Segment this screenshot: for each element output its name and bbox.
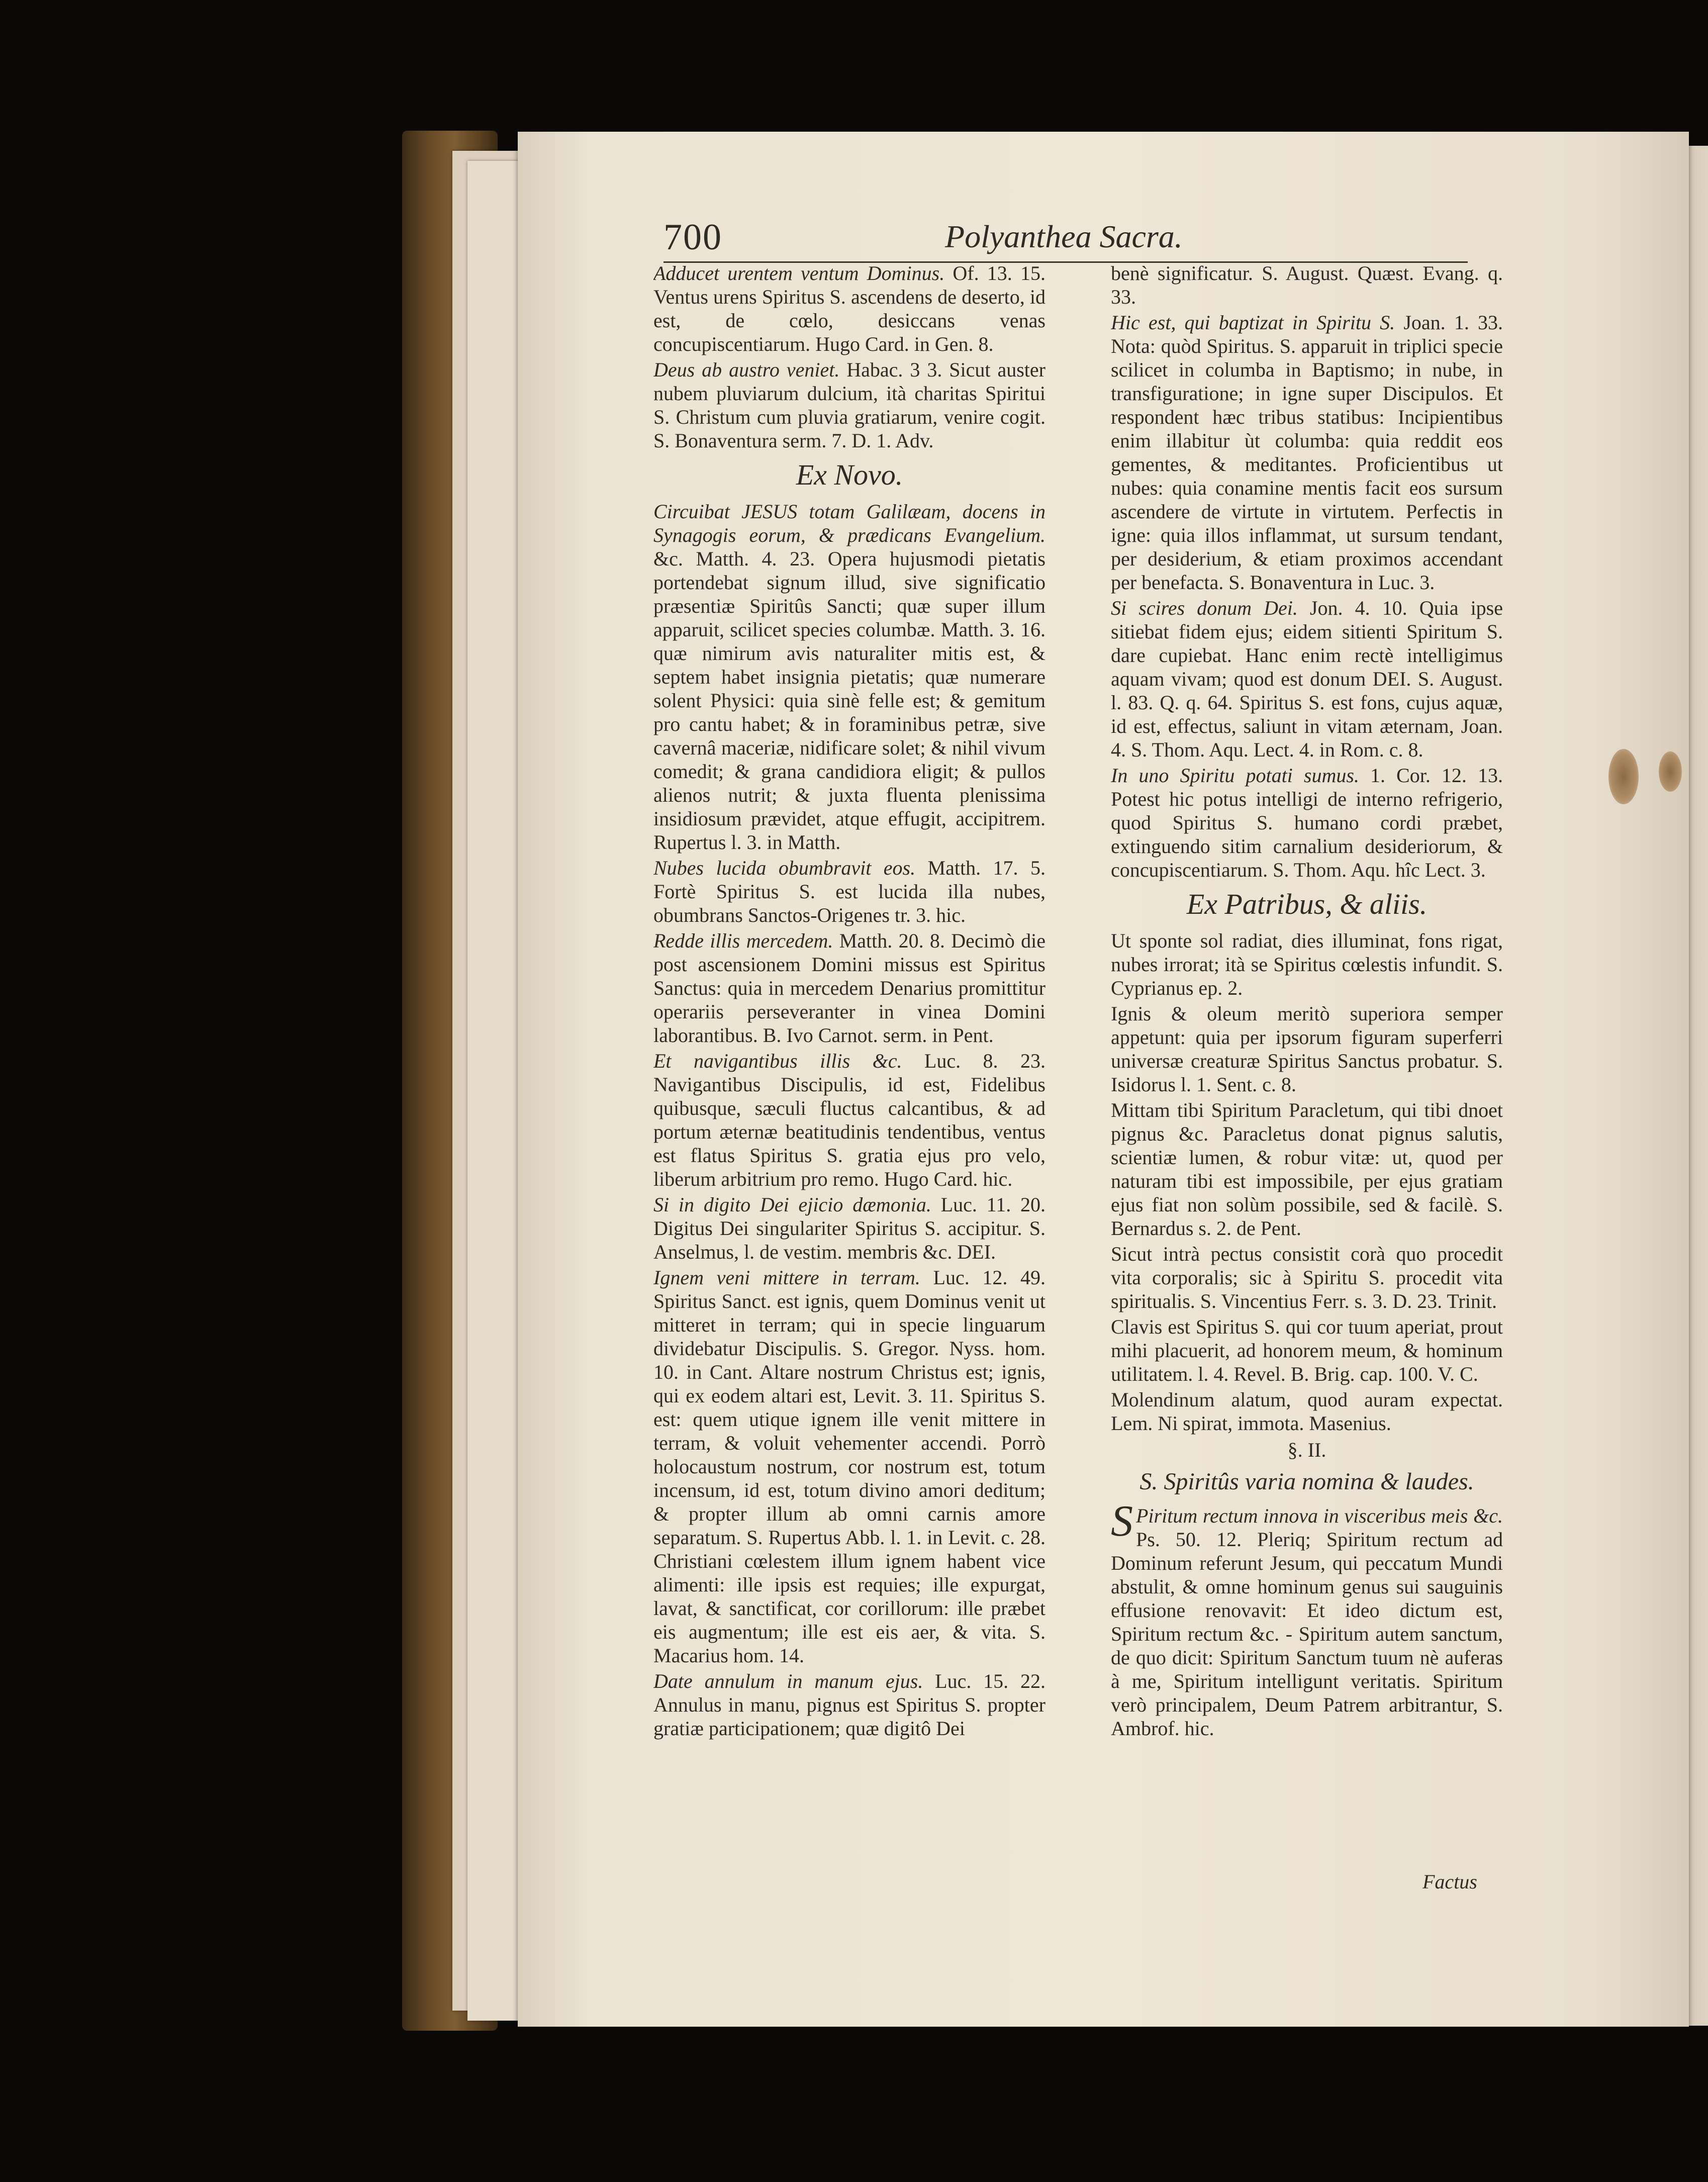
page-number: 700: [663, 217, 722, 258]
drop-cap: S: [1111, 1497, 1133, 1546]
scripture-quote: Si scires donum Dei.: [1111, 597, 1298, 619]
entry-paragraph: [1111, 1315, 1503, 1386]
catchword: Factus: [1422, 1870, 1477, 1893]
entry-paragraph: [1111, 1242, 1503, 1313]
commentary-text: Jon. 4. 10. Quia ipse sitiebat fidem ejus; eidem sitienti Spiritum S. dare cupiebat. Hanc enim rectè intelligimus aquam vivam; quod est donum DEI. S. August. l. 83. Q. q. 64. Spiritus S. est fons, cujus aquæ, id est, effectus, saliunt in vitam æternam, Joan. 4. S. Thom. Aqu. Lect. 4. in Rom. c. 8.: [1111, 597, 1503, 761]
entry-paragraph: [1111, 1388, 1503, 1435]
commentary-text: Habac. 3 3. Sicut auster nubem pluviarum dulcium, ità charitas Spiritui S. Christum cum pluvia gratiarum, venire cogit. S. Bonaventura serm. 7. D. 1. Adv.: [653, 358, 1046, 452]
commentary-text: Joan. 1. 33. Nota: quòd Spiritus. S. apparuit in triplici specie scilicet in columba in Baptismo; in nube, in transfiguratione; in igne super Discipulos. Et respondent hæc tribus statibus: Incipientibus enim illabitur ùt columba: quia reddit eos gementes, & meditantes. Proficientibus ut nubes: quia conamine mentis facit eos sursum ascendere de virtute in virtutem. Perfectis in igne: quia illos inflammat, ut sursum tendant, per desiderium, & etiam proximos accendant per benefacta. S. Bonaventura in Luc. 3.: [1111, 311, 1503, 594]
scripture-quote: Adducet urentem ventum Dominus.: [653, 262, 945, 284]
scripture-quote: Hic est, qui baptizat in Spiritu S.: [1111, 311, 1395, 334]
section-number: §. II.: [1287, 1439, 1326, 1461]
entry-paragraph: [653, 1049, 1046, 1191]
commentary-text: Matth. 20. 8. Decimò die post ascensionem Domini missus est Spiritus Sanctus: quia in mercedem Denarius promittitur operariis perseveranter in vinea Domini laborantibus. B. Ivo Carnot. serm. in Pent.: [653, 929, 1046, 1047]
entry-paragraph: [1111, 1098, 1503, 1240]
scripture-quote: Date annulum in manum ejus.: [653, 1670, 923, 1692]
running-title: Polyanthea Sacra.: [945, 219, 1183, 254]
entry-paragraph: [653, 1669, 1046, 1740]
right-column: [1111, 261, 1503, 1870]
entry-paragraph: [1111, 764, 1503, 882]
entry-paragraph: [653, 856, 1046, 927]
entry-paragraph: [1111, 1497, 1503, 1740]
scripture-quote: Si in digito Dei ejicio dæmonia.: [653, 1193, 931, 1216]
commentary-text: Luc. 11. 20. Digitus Dei singulariter Spiritus S. accipitur. S. Anselmus, l. de vestim. membris &c. DEI.: [653, 1193, 1046, 1263]
section-heading: Ex Patribus, & aliis.: [1186, 888, 1428, 920]
entry-paragraph: [1111, 261, 1503, 309]
entry-paragraph: [653, 1193, 1046, 1264]
commentary-text: Luc. 12. 49. Spiritus Sanct. est ignis, quem Dominus venit ut mitteret in terram; qui in specie linguarum dividebatur Discipulis. S. Gregor. Nyss. hom. 10. in Cant. Altare nostrum Christus est; ignis, qui ex eodem altari est, Levit. 3. 11. Spiritus S. est: quem utique ignem ille venit mittere in terram, & voluit vehementer accendi. Porrò holocaustum nostrum, cor nostrum est, totum incensum, id est, totum divino amori deditum; & propter illum ab omni carnis amore separatum. S. Rupertus Abb. l. 1. in Levit. c. 28. Christiani cœlestem illum ignem habent vice alimenti: ille ipsis est requies; ille expurgat, lavat, & sanctificat, cor corillorum: ille præbet eis augmentum; ille est eis aer, & vita. S. Macarius hom. 14.: [653, 1266, 1046, 1667]
scripture-quote: In uno Spiritu potati sumus.: [1111, 764, 1359, 787]
scripture-quote: Nubes lucida obumbravit eos.: [653, 857, 916, 879]
commentary-text: Of. 13. 15. Ventus urens Spiritus S. ascendens de deserto, id est, de cœlo, desiccans venas concupiscentiarum. Hugo Card. in Gen. 8.: [653, 262, 1046, 355]
left-column: [653, 261, 1046, 1870]
commentary-text: Sicut intrà pectus consistit corà quo procedit vita corporalis; sic à Spiritu S. procedit vita spiritualis. S. Vincentius Ferr. s. 3. D. 23. Trinit.: [1111, 1243, 1503, 1312]
commentary-text: &c. Matth. 4. 23. Opera hujusmodi pietatis portendebat signum illud, sive significatio præsentiæ Spiritûs Sancti; quæ super illum apparuit, scilicet species columbæ. Matth. 3. 16. quæ nimirum avis naturaliter mitis est, & septem habet insignia pietatis; quæ numerare solent Physici: quia sinè felle est; & gemitum pro cantu habet; & in foraminibus petræ, sive cavernâ maceriæ, nidificare solet; & nihil vivum comedit; & grana candidiora eligit; & pullos alienos nutrit; & juxta fluenta plenissima insidiosum prævidet, atque effugit, accipitrem. Rupertus l. 3. in Matth.: [653, 547, 1046, 853]
commentary-text: Ps. 50. 12. Plerіq; Spiritum rectum ad Dominum referunt Jesum, qui peccatum Mundi abstulit, & omne hominum genus sui sauguinis effusione renovavit: Et ideo dictum est, Spiritum rectum &c. - Spiritum autem sanctum, de quo dicit: Spiritum Sanctum tuum nè auferas à me, Spiritum intelligunt veritatis. Spiritum verò principalem, Deum Patrem arbitrantur, S. Ambrof. hic.: [1111, 1528, 1503, 1740]
entry-paragraph: [1111, 1002, 1503, 1096]
entry-paragraph: [1111, 596, 1503, 762]
commentary-text: Clavis est Spiritus S. qui cor tuum aperiat, prout mihi placuerit, ad honorem meum, & hominum utilitatem. l. 4. Revel. B. Brig. cap. 100. V. C.: [1111, 1315, 1503, 1385]
entry-paragraph: [653, 261, 1046, 356]
entry-paragraph: [1111, 311, 1503, 594]
section-heading: S. Spiritûs varia nomina & laudes.: [1140, 1468, 1474, 1495]
commentary-text: Ignis & oleum meritò superiora semper appetunt: quia per ipsorum figuram superferri universæ creaturæ Spiritus Sanctus probatur. S. Isidorus l. 1. Sent. c. 8.: [1111, 1002, 1503, 1096]
entry-paragraph: [1111, 929, 1503, 1000]
scripture-quote: Piritum rectum innova in visceribus meis &c.: [1136, 1504, 1503, 1527]
scripture-quote: Deus ab austro veniet.: [653, 358, 840, 381]
section-heading: Ex Novo.: [796, 458, 903, 491]
running-head: [663, 211, 1468, 266]
commentary-text: Ut sponte sol radiat, dies illuminat, fons rigat, nubes irrorat; ità se Spiritus cœlestis infundit. S. Cyprianus ep. 2.: [1111, 929, 1503, 999]
commentary-text: Luc. 8. 23. Navigantibus Discipulis, id est, Fidelibus quibusque, sæculi fluctus calcantibus, & ad portum æternæ beatitudinis tendentibus, ventus est flatus Spiritus S. gratia ejus pro velo, liberum arbitrium pro remo. Hugo Card. hic.: [653, 1050, 1046, 1190]
commentary-text: Molendinum alatum, quod auram expectat. Lem. Ni spirat, immota. Masenius.: [1111, 1388, 1503, 1435]
commentary-text: Luc. 15. 22. Annulus in manu, pignus est Spiritus S. propter gratiæ participationem; quæ digitô Dei: [653, 1670, 1046, 1740]
entry-paragraph: [653, 500, 1046, 854]
commentary-text: Mittam tibi Spiritum Paracletum, qui tibi dnoet pignus &c. Paracletus donat pignus salutis, scientiæ lumen, & robur vitæ: ut, quod per naturam tibi est impossibile, per ejus gratiam ejus fiat non solùm possibile, sed & facilè. S. Bernardus s. 2. de Pent.: [1111, 1099, 1503, 1240]
scripture-quote: Circuibat JESUS totam Galilæam, docens in Synagogis eorum, & prædicans Evangelium.: [653, 500, 1046, 546]
page-stain: [1608, 749, 1639, 804]
scripture-quote: Et navigantibus illis &c.: [653, 1050, 902, 1072]
commentary-text: 1. Cor. 12. 13. Potest hic potus intelligi de interno refrigerio, quod Spiritus S. humano cordi præbet, extinguendo sitim carnalium desideriorum, & concupiscentiarum. S. Thom. Aqu. hîc Lect. 3.: [1111, 764, 1503, 881]
commentary-text: Matth. 17. 5. Fortè Spiritus S. est lucida illa nubes, obumbrans Sanctos-Origenes tr. 3. hic.: [653, 857, 1046, 926]
page-stain: [1659, 751, 1682, 792]
entry-paragraph: [653, 929, 1046, 1047]
entry-paragraph: [653, 1266, 1046, 1667]
scripture-quote: Ignem veni mittere in terram.: [653, 1266, 920, 1289]
scripture-quote: Redde illis mercedem.: [653, 929, 833, 952]
entry-paragraph: [653, 358, 1046, 452]
commentary-text: benè significatur. S. August. Quæst. Evang. q. 33.: [1111, 262, 1503, 308]
